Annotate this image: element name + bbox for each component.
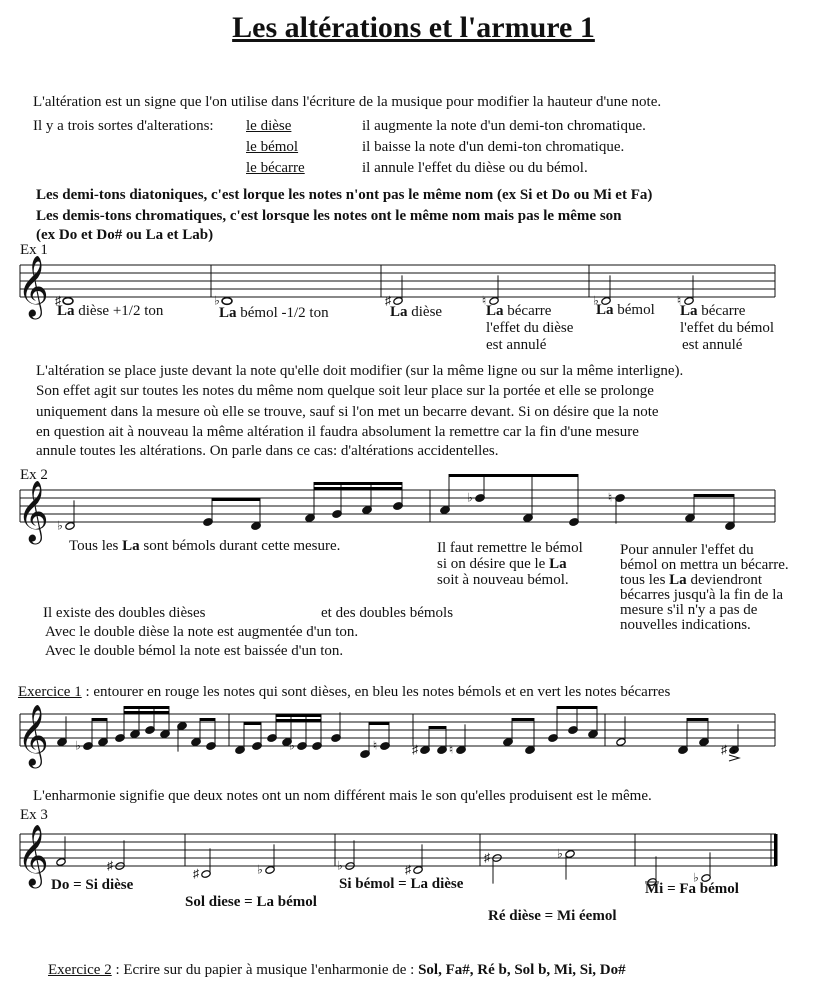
flat-icon: ♭	[337, 858, 343, 873]
sharp-icon: ♯	[107, 858, 113, 873]
ex3-eq-4: Ré dièse = Mi éemol	[488, 908, 617, 924]
ex1-label: Ex 1	[20, 242, 48, 258]
flat-icon: ♭	[75, 738, 81, 753]
ex2-label: Ex 2	[20, 467, 48, 483]
treble-clef-icon: 𝄞	[17, 827, 49, 886]
natural-icon: ♮	[481, 293, 487, 308]
kind-flat-name: le bémol	[246, 139, 299, 155]
kind-natural-name: le bécarre	[246, 160, 305, 176]
sharp-icon: ♯	[484, 850, 490, 865]
flat-icon: ♭	[214, 293, 220, 308]
sharp-icon: ♯	[721, 742, 727, 757]
double-sharp-text: Il existe des doubles dièses	[43, 605, 206, 621]
ex3-label: Ex 3	[20, 807, 48, 823]
enharmonie-definition: L'enharmonie signifie que deux notes ont un nom différent mais le son qu'elles produisent est le même.	[33, 788, 652, 804]
natural-icon: ♮	[607, 490, 613, 505]
ex1-caption-3: La dièse	[390, 304, 443, 320]
placement-line-4: en question ait à nouveau la même altération il faudra absolument la remettre car la fin d'une mesure	[36, 424, 639, 440]
ex3-eq-2: Sol diese = La bémol	[185, 894, 317, 910]
kind-flat-desc: il baisse la note d'un demi-ton chromatique.	[362, 139, 625, 155]
ex3-eq-3: Si bémol = La dièse	[339, 876, 464, 892]
ex3-eq-1: Do = Si dièse	[51, 877, 134, 893]
sharp-icon: ♯	[385, 293, 391, 308]
flat-icon: ♭	[257, 862, 263, 877]
ex1-caption-6: La bécarre l'effet du bémol est annulé	[680, 303, 775, 353]
sharp-icon: ♯	[412, 742, 418, 757]
exercise1-instruction: Exercice 1 : entourer en rouge les notes qui sont dièses, en bleu les notes bémols et en vert les notes bécarres	[18, 684, 671, 700]
placement-line-1: L'altération se place juste devant la note qu'elle doit modifier (sur la même ligne ou sur la même interligne).	[36, 363, 684, 379]
sharp-icon: ♯	[193, 866, 199, 881]
ex2-note-3: Pour annuler l'effet du bémol on mettra un bécarre. tous les La deviendront bécarres jusqu'à la fin de la mesure s'il n'y a pas de nouvelles indications.	[620, 542, 789, 633]
semitones-diatonic: Les demi-tons diatoniques, c'est lorque les notes n'ont pas le même nom (ex Si et Do ou Mi et Fa)	[36, 187, 653, 203]
placement-line-3: uniquement dans la mesure où elle se trouve, sauf si l'on met un becarre devant. Si on désire que la note	[36, 404, 659, 420]
double-sharp-rule: Avec le double dièse la note est augmentée d'un ton.	[45, 624, 359, 640]
kind-sharp-desc: il augmente la note d'un demi-ton chromatique.	[362, 118, 646, 134]
intro-line: L'altération est un signe que l'on utilise dans l'écriture de la musique pour modifier la hauteur d'une note.	[33, 94, 662, 110]
sharp-icon: ♯	[55, 293, 61, 308]
flat-icon: ♭	[467, 490, 473, 505]
page-title: Les altérations et l'armure 1	[232, 11, 595, 44]
flat-icon: ♭	[593, 293, 599, 308]
treble-clef-icon: 𝄞	[17, 707, 49, 766]
sharp-icon: ♯	[405, 862, 411, 877]
ex1-caption-1: La dièse +1/2 ton	[57, 303, 164, 319]
flat-icon: ♭	[557, 846, 563, 861]
placement-line-5: annule toutes les altérations. On parle dans ce cas: d'altérations accidentelles.	[36, 443, 499, 459]
semitones-chromatic: Les demis-tons chromatiques, c'est lorsque les notes ont le même nom mais pas le même son	[36, 208, 622, 224]
treble-clef-icon: 𝄞	[17, 258, 49, 317]
ex1-caption-4: La bécarre l'effet du dièse est annulé	[486, 303, 574, 353]
intro-lead: Il y a trois sortes d'alterations:	[33, 118, 214, 134]
ex2-note-1: Tous les La sont bémols durant cette mesure.	[69, 538, 341, 554]
kind-sharp-name: le dièse	[246, 118, 292, 134]
semitones-example: (ex Do et Do# ou La et Lab)	[36, 227, 214, 243]
double-flat-text: et des doubles bémols	[321, 605, 454, 621]
natural-icon: ♮	[448, 742, 454, 757]
ex3-eq-5: Mi = Fa bémol	[645, 881, 739, 897]
flat-icon: ♭	[289, 738, 295, 753]
flat-icon: ♭	[57, 518, 63, 533]
treble-clef-icon: 𝄞	[17, 483, 49, 542]
double-flat-rule: Avec le double bémol la note est baissée d'un ton.	[45, 643, 344, 659]
flat-icon: ♭	[693, 870, 699, 885]
final-bar-thick	[774, 834, 778, 866]
natural-icon: ♮	[372, 738, 378, 753]
natural-icon: ♮	[676, 293, 682, 308]
exercise2-instruction: Exercice 2 : Ecrire sur du papier à musique l'enharmonie de : Sol, Fa#, Ré b, Sol b, Mi, Si, Do#	[48, 962, 626, 978]
ex2-note-2: Il faut remettre le bémol si on désire que le La soit à nouveau bémol.	[437, 540, 583, 588]
placement-line-2: Son effet agit sur toutes les notes du même nom quelque soit leur place sur la portée et elle se prolonge	[36, 383, 654, 399]
ex1-caption-5: La bémol	[596, 302, 655, 318]
kind-natural-desc: il annule l'effet du dièse ou du bémol.	[362, 160, 588, 176]
ex1-caption-2: La bémol -1/2 ton	[219, 305, 329, 321]
